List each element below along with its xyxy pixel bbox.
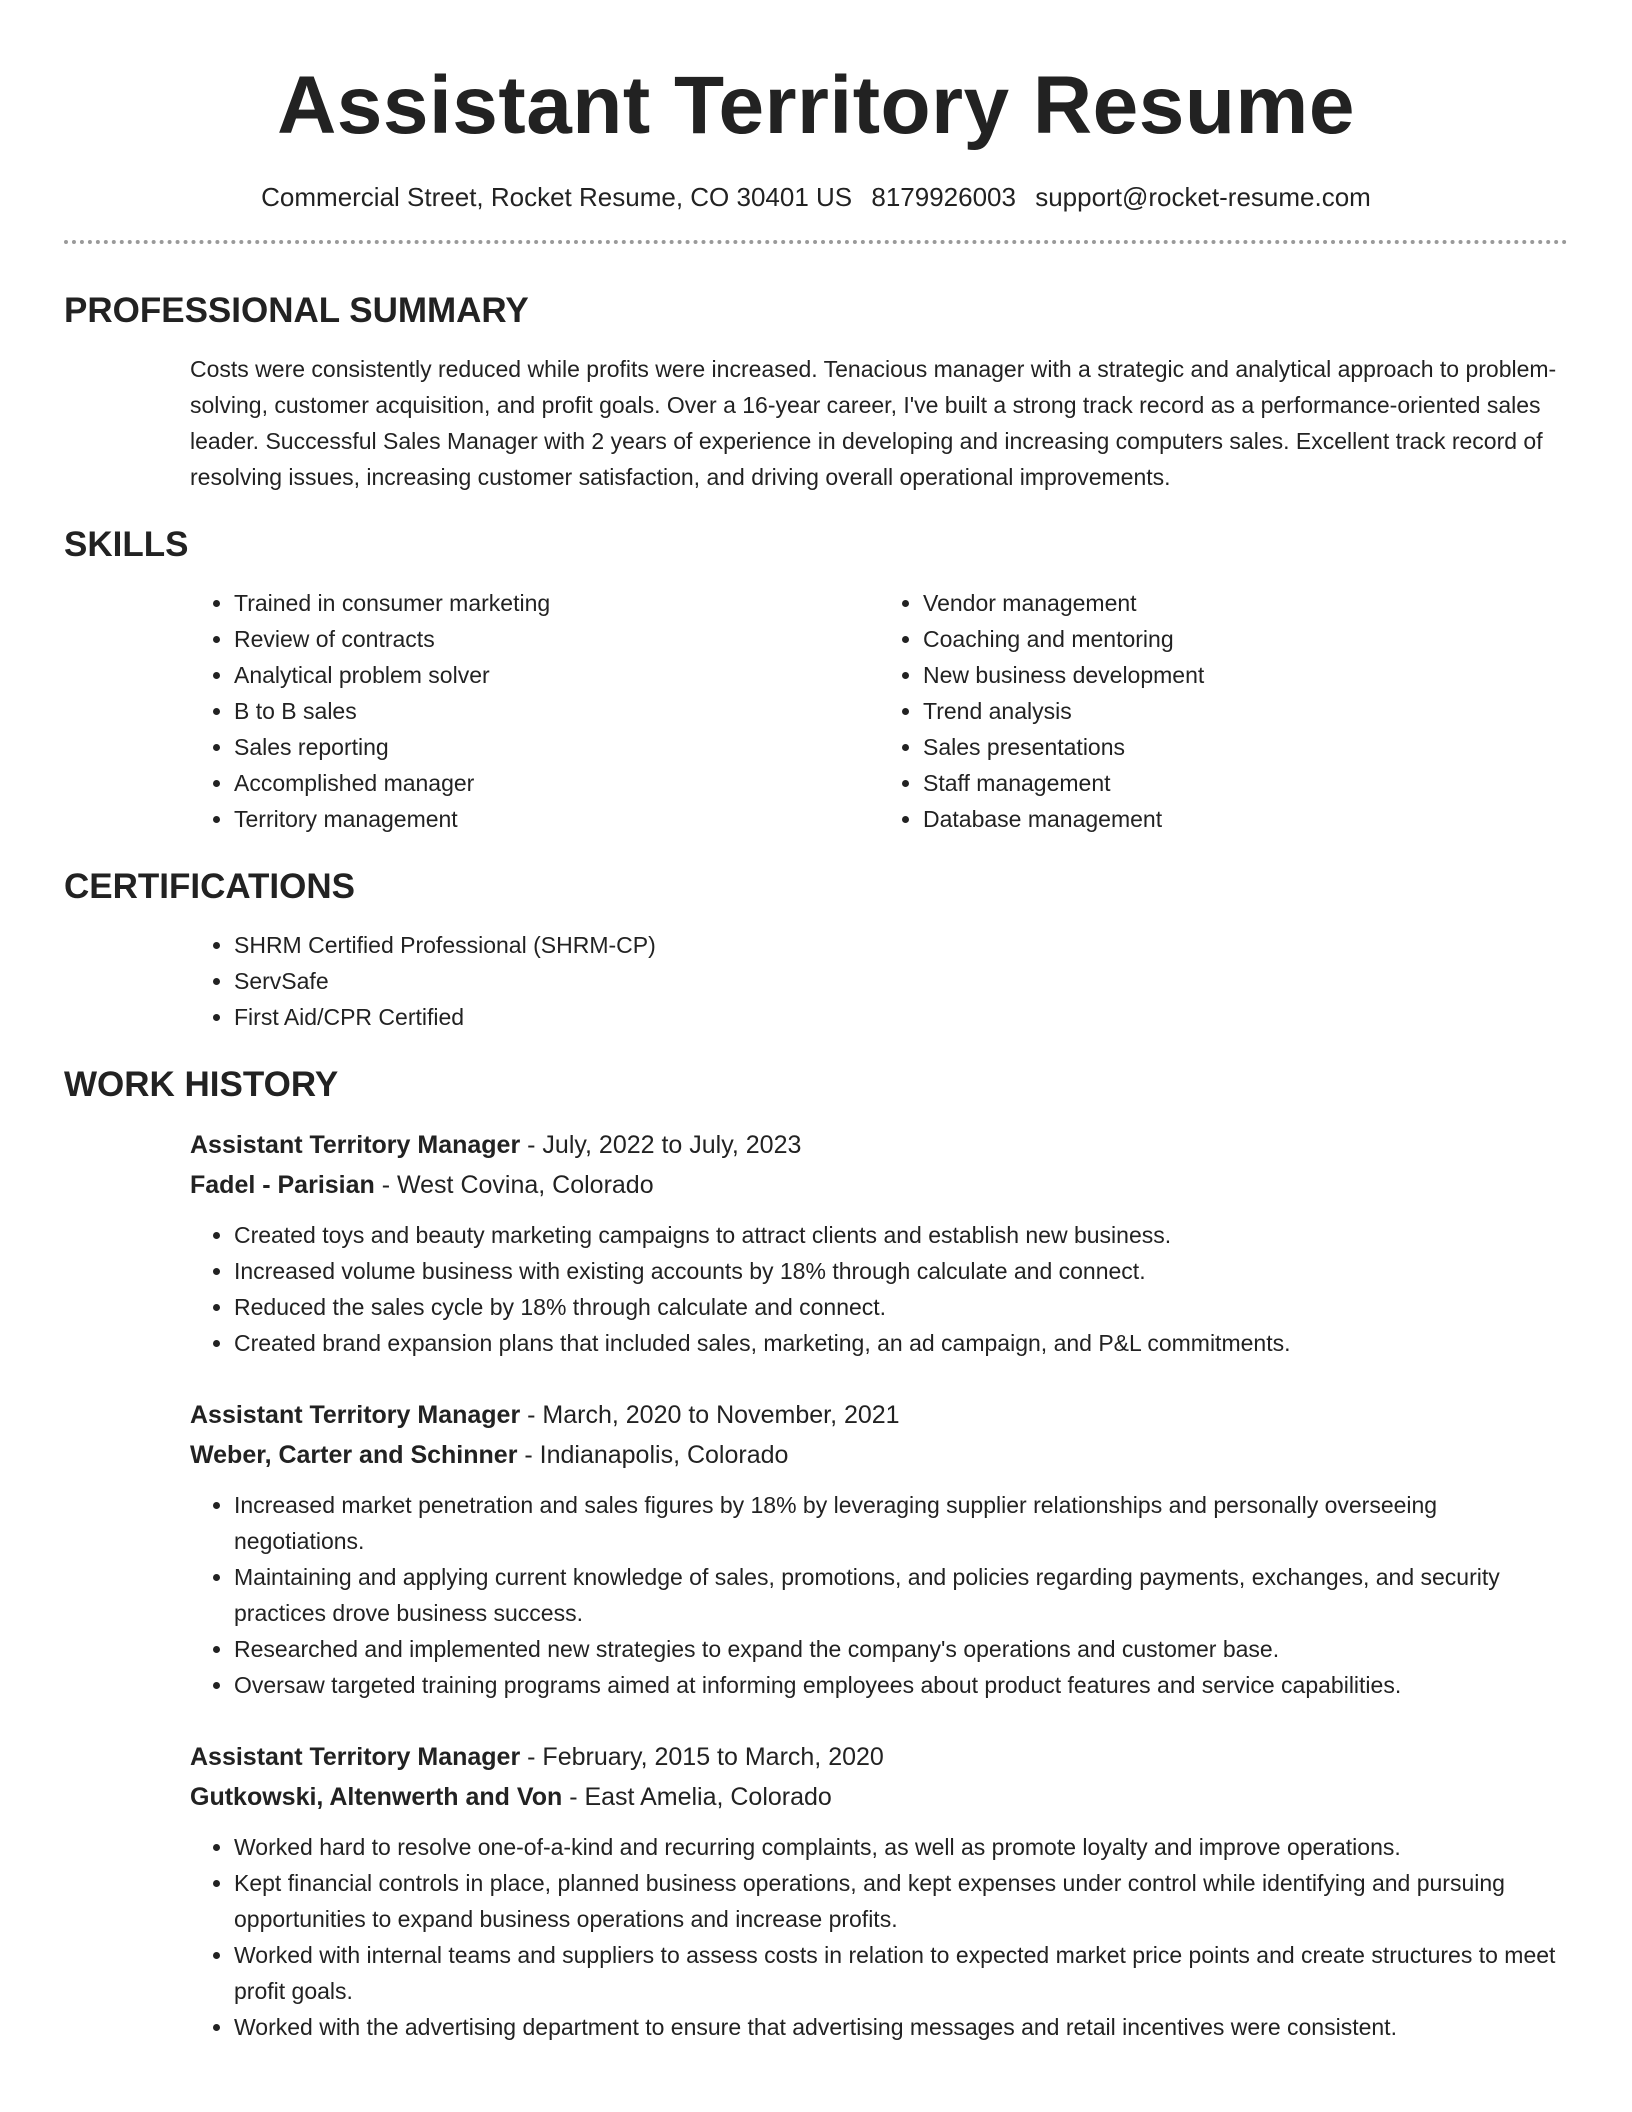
skills-list-right — [879, 585, 1568, 837]
skill-item: • Sales presentations — [923, 729, 1568, 765]
job-bullet: • Maintaining and applying current knowledge of sales, promotions, and policies regarding payments, exchanges, and security practices drove business success. — [234, 1559, 1568, 1631]
summary-section — [64, 289, 1568, 495]
certification-item: • ServSafe — [234, 963, 1568, 999]
skill-item: • Analytical problem solver — [234, 657, 879, 693]
job-title-line — [190, 1125, 1568, 1165]
certifications-section — [64, 865, 1568, 1035]
job-bullet: • Oversaw targeted training programs aimed at informing employees about product features and service capabilities. — [234, 1667, 1568, 1703]
contact-phone: 8179926003 — [871, 182, 1016, 212]
job-bullets — [190, 1487, 1568, 1703]
header-divider — [64, 240, 1568, 244]
certifications-body — [64, 927, 1568, 1035]
skill-item: • Accomplished manager — [234, 765, 879, 801]
job-location: - West Covina, Colorado — [374, 1171, 654, 1199]
skill-item: • B to B sales — [234, 693, 879, 729]
job-dates: - July, 2022 to July, 2023 — [520, 1131, 802, 1159]
work-history-body — [64, 1125, 1568, 2045]
job-bullets — [190, 1217, 1568, 1361]
job-entry — [190, 1395, 1568, 1703]
job-bullet: • Researched and implemented new strategies to expand the company's operations and customer base. — [234, 1631, 1568, 1667]
job-title-line — [190, 1737, 1568, 1777]
job-company: Gutkowski, Altenwerth and Von — [190, 1783, 563, 1811]
job-location: - East Amelia, Colorado — [562, 1783, 832, 1811]
skill-item: • Trend analysis — [923, 693, 1568, 729]
certification-item: • First Aid/CPR Certified — [234, 999, 1568, 1035]
job-title: Assistant Territory Manager — [190, 1131, 521, 1159]
job-title: Assistant Territory Manager — [190, 1743, 521, 1771]
job-bullet: • Created toys and beauty marketing campaigns to attract clients and establish new business. — [234, 1217, 1568, 1253]
work-history-section — [64, 1063, 1568, 2045]
job-bullet: • Reduced the sales cycle by 18% through calculate and connect. — [234, 1289, 1568, 1325]
skill-item: • Sales reporting — [234, 729, 879, 765]
skill-item: • Review of contracts — [234, 621, 879, 657]
skills-list-left — [190, 585, 879, 837]
certifications-list — [190, 927, 1568, 1035]
job-bullets — [190, 1829, 1568, 2045]
resume-title: Assistant Territory Resume — [277, 60, 1355, 151]
skill-item: • Database management — [923, 801, 1568, 837]
job-bullet: • Kept financial controls in place, planned business operations, and kept expenses under control while identifying and pursuing opportunities to expand business operations and increase profits. — [234, 1865, 1568, 1937]
skills-grid — [190, 585, 1568, 837]
job-bullet: • Worked hard to resolve one-of-a-kind and recurring complaints, as well as promote loyalty and improve operations. — [234, 1829, 1568, 1865]
skill-item: • Coaching and mentoring — [923, 621, 1568, 657]
job-dates: - February, 2015 to March, 2020 — [520, 1743, 884, 1771]
skills-section — [64, 523, 1568, 837]
job-company: Fadel - Parisian — [190, 1171, 375, 1199]
skills-heading: SKILLS — [64, 525, 189, 564]
work-history-heading: WORK HISTORY — [64, 1065, 339, 1104]
skill-item: • New business development — [923, 657, 1568, 693]
job-company-line — [190, 1435, 1568, 1475]
certification-item: • SHRM Certified Professional (SHRM-CP) — [234, 927, 1568, 963]
job-company-line — [190, 1777, 1568, 1817]
summary-heading: PROFESSIONAL SUMMARY — [64, 291, 529, 330]
skill-item: • Territory management — [234, 801, 879, 837]
job-entry — [190, 1737, 1568, 2045]
job-dates: - March, 2020 to November, 2021 — [520, 1401, 900, 1429]
summary-text: Costs were consistently reduced while profits were increased. Tenacious manager with a strategic and analytical approach to problem-solving, customer acquisition, and profit goals. Over a 16-year career, I've built a strong track record as a performance-oriented sales leader. Successful Sales Manager with 2 years of experience in developing and increasing computers sales. Excellent track record of resolving issues, increasing customer satisfaction, and driving overall operational improvements. — [190, 356, 1557, 490]
job-bullet: • Worked with the advertising department to ensure that advertising messages and retail incentives were consistent. — [234, 2009, 1568, 2045]
job-bullet: • Created brand expansion plans that included sales, marketing, an ad campaign, and P&L commitments. — [234, 1325, 1568, 1361]
job-bullet: • Increased market penetration and sales figures by 18% by leveraging supplier relationships and personally overseeing negotiations. — [234, 1487, 1568, 1559]
job-entry — [190, 1125, 1568, 1361]
skill-item: • Trained in consumer marketing — [234, 585, 879, 621]
job-company: Weber, Carter and Schinner — [190, 1441, 518, 1469]
contact-address: Commercial Street, Rocket Resume, CO 30401 US — [261, 182, 853, 212]
job-title-line — [190, 1395, 1568, 1435]
contact-email: support@rocket-resume.com — [1035, 182, 1371, 212]
skill-item: • Vendor management — [923, 585, 1568, 621]
job-bullet: • Increased volume business with existing accounts by 18% through calculate and connect. — [234, 1253, 1568, 1289]
summary-body — [64, 351, 1568, 495]
certifications-heading: CERTIFICATIONS — [64, 867, 356, 906]
job-bullet: • Worked with internal teams and suppliers to assess costs in relation to expected market price points and create structures to meet profit goals. — [234, 1937, 1568, 2009]
job-title: Assistant Territory Manager — [190, 1401, 521, 1429]
skills-body — [64, 585, 1568, 837]
job-company-line — [190, 1165, 1568, 1205]
contact-line — [64, 180, 1568, 214]
job-location: - Indianapolis, Colorado — [517, 1441, 789, 1469]
skill-item: • Staff management — [923, 765, 1568, 801]
